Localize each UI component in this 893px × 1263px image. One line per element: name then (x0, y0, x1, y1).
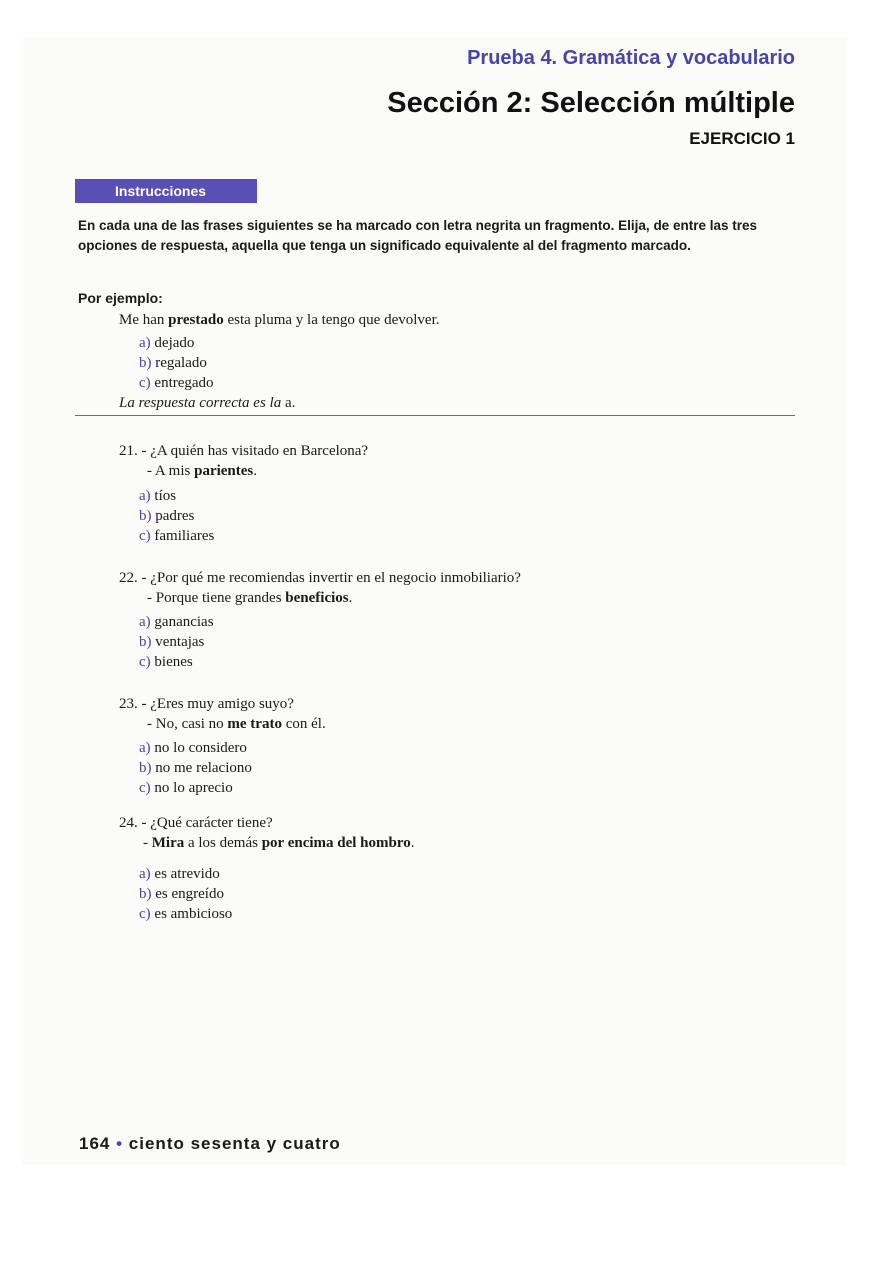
option: c) familiares (139, 528, 215, 544)
question-22: 22. - ¿Por qué me recomiendas invertir en el negocio inmobiliario? (119, 570, 521, 586)
option: a) no lo considero (139, 740, 247, 756)
example-label: Por ejemplo: (78, 290, 163, 306)
example-answer: La respuesta correcta es la a. (119, 395, 296, 411)
example-option: b) regalado (139, 355, 207, 371)
question-23-response: - No, casi no me trato con él. (147, 716, 326, 732)
question-23: 23. - ¿Eres muy amigo suyo? (119, 696, 294, 712)
divider (75, 415, 795, 416)
example-option: a) dejado (139, 335, 195, 351)
instructions-label: Instrucciones (75, 179, 257, 203)
document-page (22, 37, 847, 1165)
option: b) padres (139, 508, 195, 524)
section-title: Sección 2: Selección múltiple (387, 87, 795, 119)
question-21-response: - A mis parientes. (147, 463, 258, 479)
option: b) no me relaciono (139, 760, 252, 776)
exercise-label: EJERCICIO 1 (689, 129, 795, 148)
option: c) bienes (139, 654, 193, 670)
option: a) tíos (139, 488, 177, 504)
question-24-response: - Mira a los demás por encima del hombro. (143, 835, 415, 851)
page-number: 164 (79, 1134, 111, 1153)
question-21: 21. - ¿A quién has visitado en Barcelona? (119, 443, 369, 459)
question-22-response: - Porque tiene grandes beneficios. (147, 590, 353, 606)
option: c) no lo aprecio (139, 780, 233, 796)
page-footer (79, 1134, 341, 1154)
example-option: c) entregado (139, 375, 214, 391)
bullet-separator: • (116, 1134, 124, 1153)
option: c) es ambicioso (139, 906, 233, 922)
instructions-text: En cada una de las frases siguientes se ha marcado con letra negrita un fragmento. Elija, de entre las tres opciones de respuesta, aquella que tenga un significado equivalente al del fragmento marcado. (78, 218, 757, 253)
option: b) es engreído (139, 886, 224, 902)
option: b) ventajas (139, 634, 205, 650)
question-24: 24. - ¿Qué carácter tiene? (119, 815, 273, 831)
option: a) es atrevido (139, 866, 220, 882)
test-title: Prueba 4. Gramática y vocabulario (467, 47, 795, 69)
option: a) ganancias (139, 614, 214, 630)
page-number-words: ciento sesenta y cuatro (128, 1134, 341, 1153)
example-sentence: Me han prestado esta pluma y la tengo que devolver. (119, 312, 440, 328)
